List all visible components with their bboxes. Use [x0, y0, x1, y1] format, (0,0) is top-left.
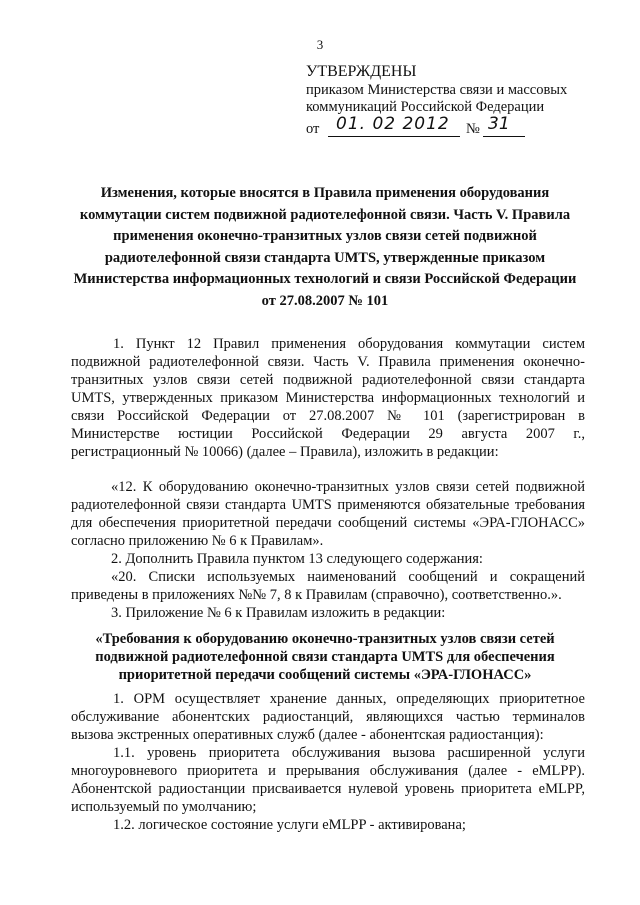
amendment-paragraph-1 — [71, 335, 585, 461]
requirements-list — [71, 690, 585, 834]
order-date-line — [306, 114, 606, 141]
number-underline — [483, 136, 525, 137]
requirement-item: 1. ОРМ осуществляет хранение данных, определяющих приоритетное обслуживание абонентских радиостанций, являющихся частью терминалов вызова экстренных оперативных служб (далее - абонентская радиостанция): — [71, 691, 585, 743]
approval-line-2: коммуникаций Российской Федерации — [306, 99, 545, 115]
paragraph: «12. К оборудованию оконечно-транзитных узлов связи сетей подвижной радиотелефонной связи стандарта UMTS применяются обязательные требования для обеспечения приоритетной передачи сообщений системы «ЭРА-ГЛОНАСС» согласно приложению № 6 к Правилам». — [71, 479, 585, 549]
approved-heading: УТВЕРЖДЕНЫ — [306, 63, 417, 80]
handwritten-number: 31 — [488, 114, 510, 134]
paragraph: 1. Пункт 12 Правил применения оборудования коммутации систем подвижной радиотелефонной связи. Часть V. Правила применения оконечно-транзитных узлов связи сетей подвижной радиотелефонной связи стандарта UMTS, утвержденных приказом Министерства информационных технологий и связи Российской Федерации от 27.08.2007 № 101 (зарегистрирован в Министерстве юстиции Российской Федерации 29 августа 2007 г., регистрационный № 10066) (далее – Правила), изложить в редакции: — [71, 336, 585, 460]
requirement-item: 1.1. уровень приоритета обслуживания вызова расширенной услуги многоуровневого приоритета и прерывания обслуживания (далее - eMLPP). Абонентской радиостанции присваивается нулевой уровень приоритета eMLPP, используемый по умолчанию; — [71, 745, 585, 815]
document-title: Изменения, которые вносятся в Правила применения оборудования коммутации систем подвижной радиотелефонной связи. Часть V. Правила применения оконечно-транзитных узлов связи сетей подвижной радиотелефонной связи стандарта UMTS, утвержденные приказом Министерства информационных технологий и связи Российской Федерации от 27.08.2007 № 101 — [73, 185, 577, 309]
paragraph: 2. Дополнить Правила пунктом 13 следующего содержания: — [111, 551, 483, 567]
date-underline — [328, 136, 460, 137]
date-prefix: от — [306, 121, 320, 137]
number-sign: № — [466, 121, 480, 137]
approval-stamp — [306, 62, 606, 141]
requirement-item: 1.2. логическое состояние услуги eMLPP - активирована; — [113, 817, 466, 833]
handwritten-date: 01. 02 2012 — [336, 114, 450, 134]
approval-line-1: приказом Министерства связи и массовых — [306, 82, 568, 98]
paragraph: «20. Списки используемых наименований сообщений и сокращений приведены в приложениях №№ 7, 8 к Правилам (справочно), соответственно.». — [71, 569, 585, 603]
requirements-title: «Требования к оборудованию оконечно-транзитных узлов связи сетей подвижной радиотелефонной связи стандарта UMTS для обеспечения приоритетной передачи сообщений системы «ЭРА-ГЛОНАСС» — [95, 631, 555, 683]
page-number: 3 — [316, 37, 324, 52]
paragraph: 3. Приложение № 6 к Правилам изложить в редакции: — [111, 605, 446, 621]
amendment-paragraphs — [71, 478, 585, 622]
